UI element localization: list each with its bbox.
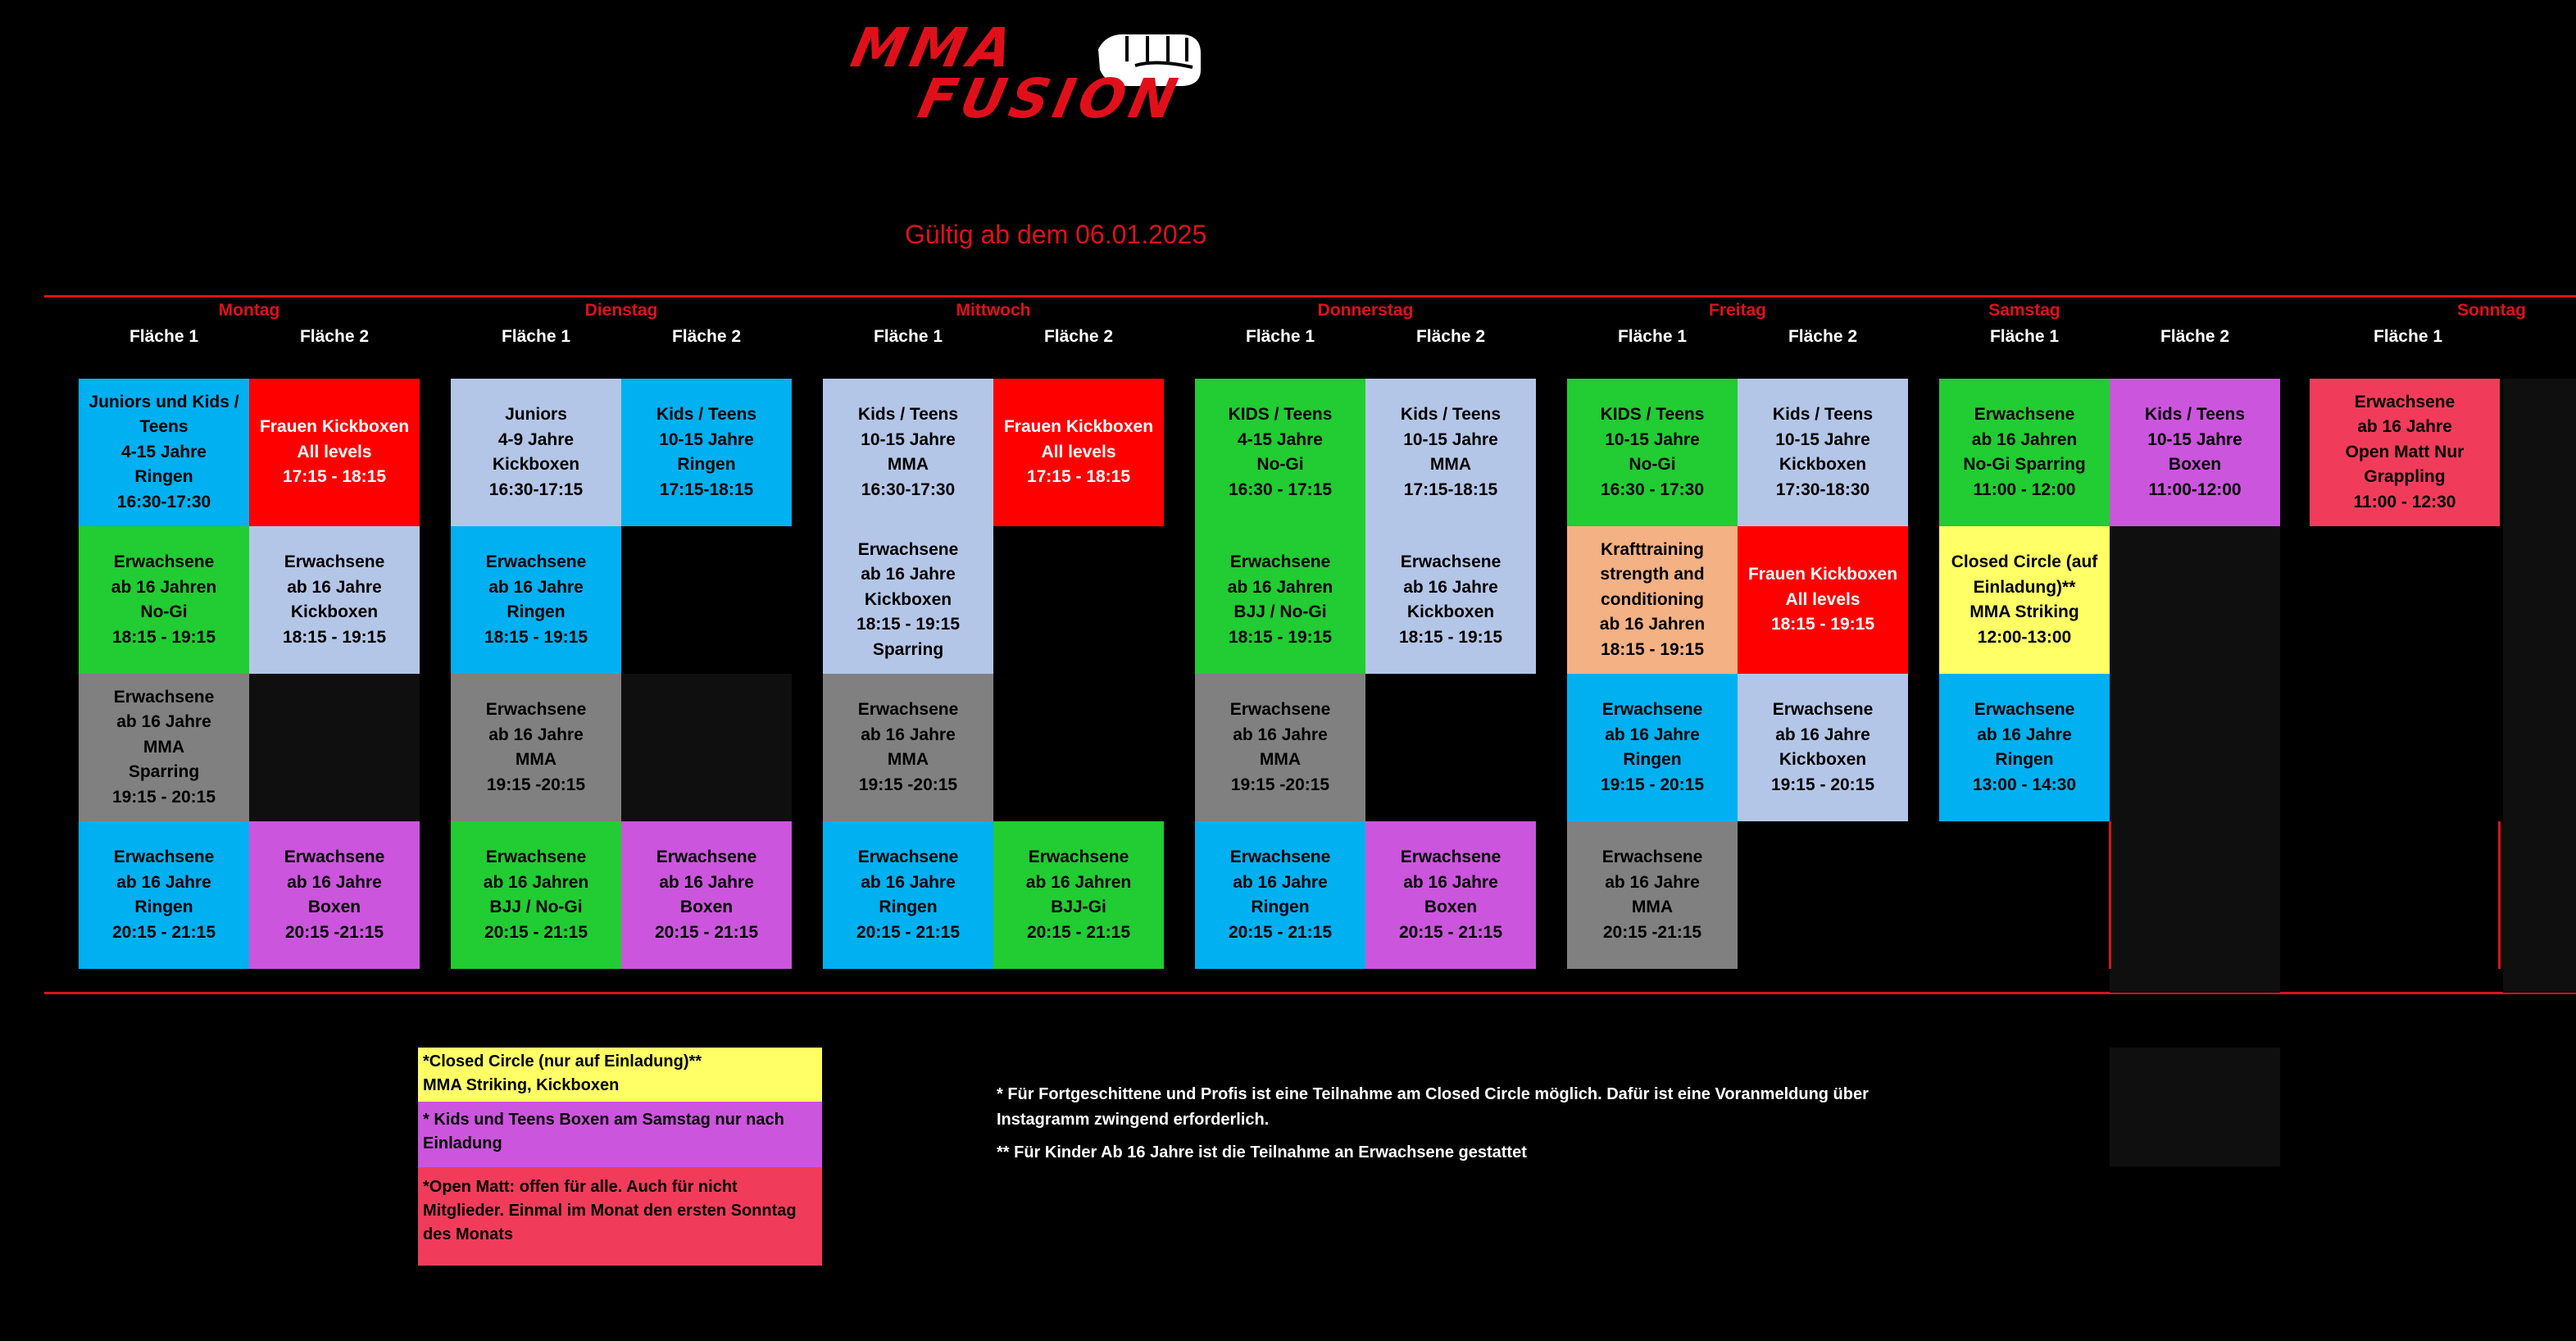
area-header: Fläche 1 [1989, 327, 2060, 346]
day-header-sunday: Sonntag [2457, 301, 2526, 320]
area-header: Fläche 2 [1043, 327, 1114, 346]
empty-slot [621, 674, 792, 821]
divider-line [2498, 821, 2501, 969]
class-block: Kids / Teens 10-15 Jahre Ringen 17:15-18:15 [621, 379, 792, 526]
class-block: Erwachsene ab 16 Jahre Kickboxen 19:15 - 20:15 [1738, 674, 1908, 821]
class-block: Erwachsene ab 16 Jahre Ringen 13:00 - 14:30 [1939, 674, 2110, 821]
class-block: Erwachsene ab 16 Jahre Ringen 20:15 - 21:15 [79, 821, 249, 969]
legend-open-matt: *Open Matt: offen für alle. Auch für nicht Mitglieder. Einmal im Monat den ersten Sonntag des Monats [418, 1167, 822, 1266]
class-block: Kids / Teens 10-15 Jahre Kickboxen 17:30-18:30 [1738, 379, 1908, 526]
day-header-friday: Freitag [1708, 301, 1766, 320]
class-block: Kids / Teens 10-15 Jahre Boxen 11:00-12:00 [2110, 379, 2280, 526]
class-block: Juniors 4-9 Jahre Kickboxen 16:30-17:15 [451, 379, 621, 526]
logo-line-2: FUSION [912, 67, 1188, 130]
note-closed-circle: * Für Fortgeschittene und Profis ist eine Teilnahme am Closed Circle möglich. Dafür ist eine Voranmeldung über Instagramm zwingend erforderlich. [997, 1085, 1869, 1129]
area-header: Fläche 1 [2373, 327, 2443, 346]
class-block: Erwachsene ab 16 Jahre Ringen 20:15 - 21:15 [823, 821, 993, 969]
empty-column-block [2110, 525, 2280, 993]
legend-closed-circle: *Closed Circle (nur auf Einladung)** MMA Striking, Kickboxen [418, 1048, 822, 1102]
day-header-tuesday: Dienstag [584, 301, 658, 320]
area-header: Fläche 2 [671, 327, 742, 346]
class-block: Erwachsene ab 16 Jahre MMA 19:15 -20:15 [451, 674, 621, 821]
class-block: KIDS / Teens 10-15 Jahre No-Gi 16:30 - 17:30 [1567, 379, 1738, 526]
area-header: Fläche 2 [2160, 327, 2230, 346]
legend-kids-boxen: * Kids und Teens Boxen am Samstag nur nach Einladung [418, 1102, 822, 1167]
class-block: Erwachsene ab 16 Jahre Ringen 19:15 - 20:15 [1567, 674, 1738, 821]
area-header: Fläche 2 [1415, 327, 1486, 346]
valid-from-text: Gültig ab dem 06.01.2025 [905, 220, 1207, 249]
day-header-thursday: Donnerstag [1317, 301, 1414, 320]
class-block: Erwachsene ab 16 Jahre Kickboxen 18:15 - 19:15 [249, 526, 420, 674]
class-block: Erwachsene ab 16 Jahre Kickboxen 18:15 - 19:15 [1365, 526, 1536, 674]
class-block: Juniors und Kids / Teens 4-15 Jahre Ringen 16:30-17:30 [79, 379, 249, 526]
class-block: Erwachsene ab 16 Jahre Ringen 20:15 - 21:15 [1195, 821, 1365, 969]
empty-slot [249, 674, 420, 821]
class-block: Erwachsene ab 16 Jahren BJJ / No-Gi 20:15 - 21:15 [451, 821, 621, 969]
area-header: Fläche 2 [1788, 327, 1858, 346]
class-block: Erwachsene ab 16 Jahre Ringen 18:15 - 19:15 [451, 526, 621, 674]
area-header: Fläche 1 [1245, 327, 1315, 346]
class-block: Erwachsene ab 16 Jahre Boxen 20:15 -21:15 [249, 821, 420, 969]
day-header-monday: Montag [218, 301, 280, 320]
class-block: Erwachsene ab 16 Jahre MMA 20:15 -21:15 [1567, 821, 1738, 969]
class-block: Kids / Teens 10-15 Jahre MMA 16:30-17:30 [823, 379, 993, 526]
day-header-wednesday: Mittwoch [956, 301, 1031, 320]
area-header: Fläche 1 [129, 327, 199, 346]
area-header: Fläche 2 [299, 327, 370, 346]
logo [844, 18, 1303, 133]
class-block: Krafttraining strength and conditioning ab 16 Jahren 18:15 - 19:15 [1567, 526, 1738, 674]
class-block: Erwachsene ab 16 Jahren BJJ / No-Gi 18:15 - 19:15 [1195, 526, 1365, 674]
top-divider [44, 295, 2576, 298]
class-block: Erwachsene ab 16 Jahre Boxen 20:15 - 21:15 [1365, 821, 1536, 969]
empty-block [2110, 1048, 2280, 1166]
class-block: Erwachsene ab 16 Jahre MMA 19:15 -20:15 [1195, 674, 1365, 821]
area-header: Fläche 1 [501, 327, 571, 346]
empty-column-block [2503, 379, 2576, 993]
class-block: Erwachsene ab 16 Jahren No-Gi 18:15 - 19:15 [79, 526, 249, 674]
area-header: Fläche 1 [873, 327, 943, 346]
class-block: Erwachsene ab 16 Jahre MMA 19:15 -20:15 [823, 674, 993, 821]
day-header-saturday: Samstag [1988, 301, 2060, 320]
class-block: Erwachsene ab 16 Jahre MMA Sparring 19:15 - 20:15 [79, 674, 249, 821]
class-block: Frauen Kickboxen All levels 17:15 - 18:15 [993, 379, 1164, 526]
note-kids-age: ** Für Kinder Ab 16 Jahre ist die Teilnahme an Erwachsene gestattet [997, 1143, 1527, 1161]
class-block: KIDS / Teens 4-15 Jahre No-Gi 16:30 - 17:15 [1195, 379, 1365, 526]
class-block: Erwachsene ab 16 Jahren No-Gi Sparring 11:00 - 12:00 [1939, 379, 2110, 526]
divider-line [2109, 821, 2111, 969]
class-block: Frauen Kickboxen All levels 17:15 - 18:15 [249, 379, 420, 526]
logo-line-1: MMA [845, 16, 1024, 80]
class-block: Erwachsene ab 16 Jahren BJJ-Gi 20:15 - 21:15 [993, 821, 1164, 969]
area-header: Fläche 1 [1617, 327, 1688, 346]
class-block: Frauen Kickboxen All levels 18:15 - 19:15 [1738, 526, 1908, 674]
class-block: Kids / Teens 10-15 Jahre MMA 17:15-18:15 [1365, 379, 1536, 526]
class-block: Erwachsene ab 16 Jahre Boxen 20:15 - 21:15 [621, 821, 792, 969]
class-block: Erwachsene ab 16 Jahre Open Matt Nur Grappling 11:00 - 12:30 [2310, 379, 2500, 526]
class-block: Erwachsene ab 16 Jahre Kickboxen 18:15 - 19:15 Sparring [823, 526, 993, 674]
class-block: Closed Circle (auf Einladung)** MMA Striking 12:00-13:00 [1939, 526, 2110, 674]
